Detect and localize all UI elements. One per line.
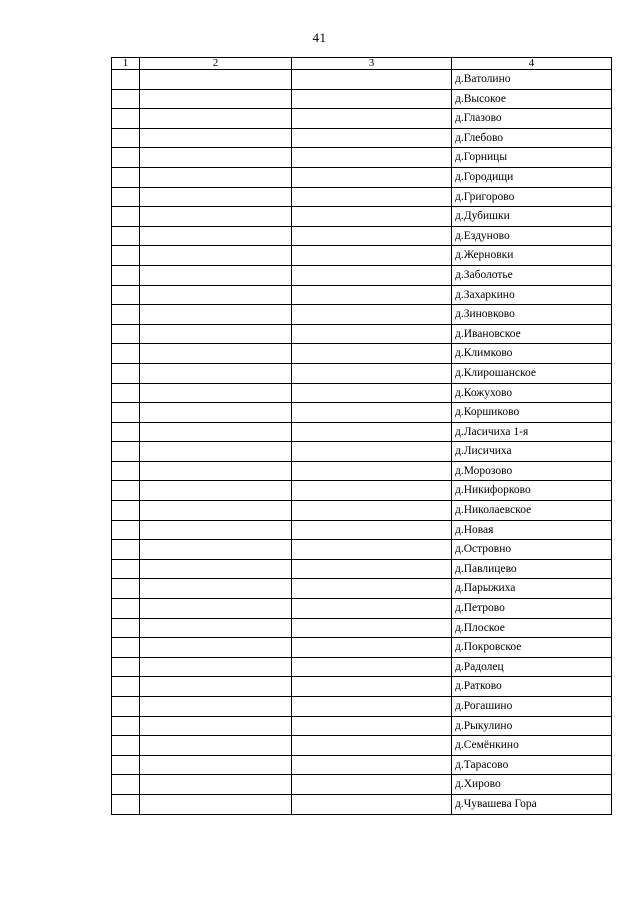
settlement-name-cell: д.Семёнкино xyxy=(452,736,612,756)
empty-cell-col-1 xyxy=(112,638,140,658)
empty-cell-col-1 xyxy=(112,755,140,775)
empty-cell-col-2 xyxy=(140,736,292,756)
empty-cell-col-1 xyxy=(112,775,140,795)
empty-cell-col-1 xyxy=(112,344,140,364)
table-row xyxy=(112,109,612,129)
empty-cell-col-2 xyxy=(140,167,292,187)
empty-cell-col-2 xyxy=(140,363,292,383)
empty-cell-col-3 xyxy=(292,677,452,697)
settlement-name-cell: д.Ратково xyxy=(452,677,612,697)
table-row xyxy=(112,736,612,756)
settlement-name-cell: д.Глазово xyxy=(452,109,612,129)
table-row xyxy=(112,344,612,364)
table-row xyxy=(112,540,612,560)
empty-cell-col-2 xyxy=(140,638,292,658)
empty-cell-col-2 xyxy=(140,501,292,521)
table-header-row xyxy=(112,58,612,70)
empty-cell-col-3 xyxy=(292,442,452,462)
empty-cell-col-1 xyxy=(112,363,140,383)
empty-cell-col-1 xyxy=(112,540,140,560)
table-body xyxy=(112,70,612,815)
empty-cell-col-3 xyxy=(292,89,452,109)
settlement-name-cell: д.Радолец xyxy=(452,657,612,677)
settlement-name-cell: д.Жерновки xyxy=(452,246,612,266)
settlement-name-cell: д.Захаркино xyxy=(452,285,612,305)
table-row xyxy=(112,442,612,462)
table-row xyxy=(112,265,612,285)
table-row xyxy=(112,128,612,148)
empty-cell-col-1 xyxy=(112,559,140,579)
settlement-name-cell: д.Морозово xyxy=(452,461,612,481)
table-row xyxy=(112,481,612,501)
empty-cell-col-3 xyxy=(292,697,452,717)
table-row xyxy=(112,363,612,383)
empty-cell-col-1 xyxy=(112,422,140,442)
empty-cell-col-3 xyxy=(292,579,452,599)
empty-cell-col-3 xyxy=(292,148,452,168)
empty-cell-col-3 xyxy=(292,716,452,736)
empty-cell-col-1 xyxy=(112,697,140,717)
settlement-name-cell: д.Григорово xyxy=(452,187,612,207)
settlement-name-cell: д.Рогашино xyxy=(452,697,612,717)
empty-cell-col-3 xyxy=(292,794,452,814)
settlement-name-cell: д.Городищи xyxy=(452,167,612,187)
settlement-name-cell: д.Хирово xyxy=(452,775,612,795)
settlement-name-cell: д.Дубишки xyxy=(452,207,612,227)
empty-cell-col-2 xyxy=(140,677,292,697)
empty-cell-col-1 xyxy=(112,677,140,697)
empty-cell-col-3 xyxy=(292,501,452,521)
empty-cell-col-3 xyxy=(292,344,452,364)
table-row xyxy=(112,167,612,187)
empty-cell-col-1 xyxy=(112,403,140,423)
empty-cell-col-3 xyxy=(292,559,452,579)
empty-cell-col-1 xyxy=(112,70,140,90)
table-row xyxy=(112,70,612,90)
empty-cell-col-2 xyxy=(140,599,292,619)
empty-cell-col-1 xyxy=(112,520,140,540)
empty-cell-col-2 xyxy=(140,755,292,775)
settlement-name-cell: д.Ватолино xyxy=(452,70,612,90)
table-row xyxy=(112,520,612,540)
empty-cell-col-2 xyxy=(140,481,292,501)
settlement-name-cell: д.Горницы xyxy=(452,148,612,168)
empty-cell-col-2 xyxy=(140,461,292,481)
empty-cell-col-3 xyxy=(292,461,452,481)
settlement-name-cell: д.Новая xyxy=(452,520,612,540)
empty-cell-col-1 xyxy=(112,383,140,403)
empty-cell-col-1 xyxy=(112,207,140,227)
table-row xyxy=(112,383,612,403)
table-row xyxy=(112,285,612,305)
settlement-name-cell: д.Лисичиха xyxy=(452,442,612,462)
table-row xyxy=(112,794,612,814)
empty-cell-col-1 xyxy=(112,226,140,246)
empty-cell-col-3 xyxy=(292,599,452,619)
empty-cell-col-2 xyxy=(140,559,292,579)
empty-cell-col-3 xyxy=(292,638,452,658)
empty-cell-col-3 xyxy=(292,540,452,560)
empty-cell-col-3 xyxy=(292,305,452,325)
table-row xyxy=(112,559,612,579)
table-row xyxy=(112,305,612,325)
empty-cell-col-1 xyxy=(112,187,140,207)
empty-cell-col-1 xyxy=(112,285,140,305)
page-number: 41 xyxy=(312,30,327,45)
empty-cell-col-3 xyxy=(292,755,452,775)
settlement-name-cell: д.Чувашева Гора xyxy=(452,794,612,814)
empty-cell-col-1 xyxy=(112,736,140,756)
empty-cell-col-3 xyxy=(292,187,452,207)
column-header-3: 3 xyxy=(292,58,452,70)
empty-cell-col-3 xyxy=(292,128,452,148)
empty-cell-col-3 xyxy=(292,109,452,129)
empty-cell-col-3 xyxy=(292,70,452,90)
table-row xyxy=(112,324,612,344)
empty-cell-col-3 xyxy=(292,736,452,756)
empty-cell-col-1 xyxy=(112,109,140,129)
settlements-table xyxy=(111,57,612,815)
settlement-name-cell: д.Коршиково xyxy=(452,403,612,423)
empty-cell-col-2 xyxy=(140,383,292,403)
table-row xyxy=(112,755,612,775)
settlement-name-cell: д.Петрово xyxy=(452,599,612,619)
empty-cell-col-3 xyxy=(292,265,452,285)
table-row xyxy=(112,638,612,658)
settlement-name-cell: д.Ласичиха 1-я xyxy=(452,422,612,442)
empty-cell-col-2 xyxy=(140,207,292,227)
column-header-1: 1 xyxy=(112,58,140,70)
empty-cell-col-3 xyxy=(292,226,452,246)
empty-cell-col-2 xyxy=(140,422,292,442)
table-row xyxy=(112,422,612,442)
table-row xyxy=(112,501,612,521)
column-header-2: 2 xyxy=(140,58,292,70)
empty-cell-col-2 xyxy=(140,89,292,109)
empty-cell-col-1 xyxy=(112,265,140,285)
empty-cell-col-2 xyxy=(140,657,292,677)
empty-cell-col-2 xyxy=(140,697,292,717)
empty-cell-col-1 xyxy=(112,148,140,168)
empty-cell-col-2 xyxy=(140,128,292,148)
empty-cell-col-2 xyxy=(140,540,292,560)
empty-cell-col-1 xyxy=(112,246,140,266)
empty-cell-col-2 xyxy=(140,618,292,638)
table-row xyxy=(112,207,612,227)
empty-cell-col-3 xyxy=(292,324,452,344)
empty-cell-col-2 xyxy=(140,794,292,814)
empty-cell-col-1 xyxy=(112,481,140,501)
empty-cell-col-1 xyxy=(112,618,140,638)
settlement-name-cell: д.Плоское xyxy=(452,618,612,638)
column-header-4: 4 xyxy=(452,58,612,70)
settlement-name-cell: д.Ивановское xyxy=(452,324,612,344)
table-row xyxy=(112,657,612,677)
empty-cell-col-2 xyxy=(140,246,292,266)
table-row xyxy=(112,775,612,795)
settlement-name-cell: д.Клирошанское xyxy=(452,363,612,383)
empty-cell-col-2 xyxy=(140,187,292,207)
empty-cell-col-2 xyxy=(140,442,292,462)
empty-cell-col-3 xyxy=(292,618,452,638)
empty-cell-col-3 xyxy=(292,775,452,795)
empty-cell-col-1 xyxy=(112,579,140,599)
empty-cell-col-2 xyxy=(140,520,292,540)
empty-cell-col-1 xyxy=(112,501,140,521)
empty-cell-col-2 xyxy=(140,403,292,423)
empty-cell-col-3 xyxy=(292,363,452,383)
empty-cell-col-2 xyxy=(140,324,292,344)
empty-cell-col-1 xyxy=(112,128,140,148)
settlement-name-cell: д.Высокое xyxy=(452,89,612,109)
table-row xyxy=(112,403,612,423)
empty-cell-col-2 xyxy=(140,70,292,90)
empty-cell-col-2 xyxy=(140,265,292,285)
empty-cell-col-2 xyxy=(140,344,292,364)
table-row xyxy=(112,187,612,207)
table-row xyxy=(112,226,612,246)
settlement-name-cell: д.Глебово xyxy=(452,128,612,148)
empty-cell-col-3 xyxy=(292,246,452,266)
table-row xyxy=(112,461,612,481)
table-row xyxy=(112,697,612,717)
empty-cell-col-3 xyxy=(292,422,452,442)
settlement-name-cell: д.Заболотье xyxy=(452,265,612,285)
empty-cell-col-2 xyxy=(140,109,292,129)
empty-cell-col-3 xyxy=(292,403,452,423)
settlement-name-cell: д.Климково xyxy=(452,344,612,364)
table-row xyxy=(112,716,612,736)
empty-cell-col-1 xyxy=(112,794,140,814)
settlement-name-cell: д.Тарасово xyxy=(452,755,612,775)
table-row xyxy=(112,89,612,109)
settlement-name-cell: д.Покровское xyxy=(452,638,612,658)
empty-cell-col-2 xyxy=(140,226,292,246)
empty-cell-col-3 xyxy=(292,167,452,187)
empty-cell-col-3 xyxy=(292,285,452,305)
empty-cell-col-2 xyxy=(140,579,292,599)
empty-cell-col-1 xyxy=(112,324,140,344)
settlement-name-cell: д.Островно xyxy=(452,540,612,560)
table-row xyxy=(112,618,612,638)
empty-cell-col-1 xyxy=(112,89,140,109)
settlement-name-cell: д.Павлицево xyxy=(452,559,612,579)
empty-cell-col-2 xyxy=(140,305,292,325)
settlement-name-cell: д.Никифорково xyxy=(452,481,612,501)
settlement-name-cell: д.Николаевское xyxy=(452,501,612,521)
settlement-name-cell: д.Кожухово xyxy=(452,383,612,403)
empty-cell-col-1 xyxy=(112,716,140,736)
empty-cell-col-3 xyxy=(292,520,452,540)
table-row xyxy=(112,148,612,168)
settlement-name-cell: д.Ездуново xyxy=(452,226,612,246)
empty-cell-col-1 xyxy=(112,599,140,619)
empty-cell-col-3 xyxy=(292,481,452,501)
empty-cell-col-3 xyxy=(292,383,452,403)
settlement-name-cell: д.Рыкулино xyxy=(452,716,612,736)
table-row xyxy=(112,246,612,266)
empty-cell-col-1 xyxy=(112,657,140,677)
settlement-name-cell: д.Зиновково xyxy=(452,305,612,325)
table-row xyxy=(112,677,612,697)
table-row xyxy=(112,599,612,619)
empty-cell-col-3 xyxy=(292,657,452,677)
empty-cell-col-1 xyxy=(112,167,140,187)
table-row xyxy=(112,579,612,599)
empty-cell-col-1 xyxy=(112,442,140,462)
empty-cell-col-1 xyxy=(112,305,140,325)
empty-cell-col-2 xyxy=(140,148,292,168)
settlement-name-cell: д.Парыжиха xyxy=(452,579,612,599)
empty-cell-col-1 xyxy=(112,461,140,481)
empty-cell-col-2 xyxy=(140,716,292,736)
empty-cell-col-2 xyxy=(140,285,292,305)
empty-cell-col-3 xyxy=(292,207,452,227)
empty-cell-col-2 xyxy=(140,775,292,795)
